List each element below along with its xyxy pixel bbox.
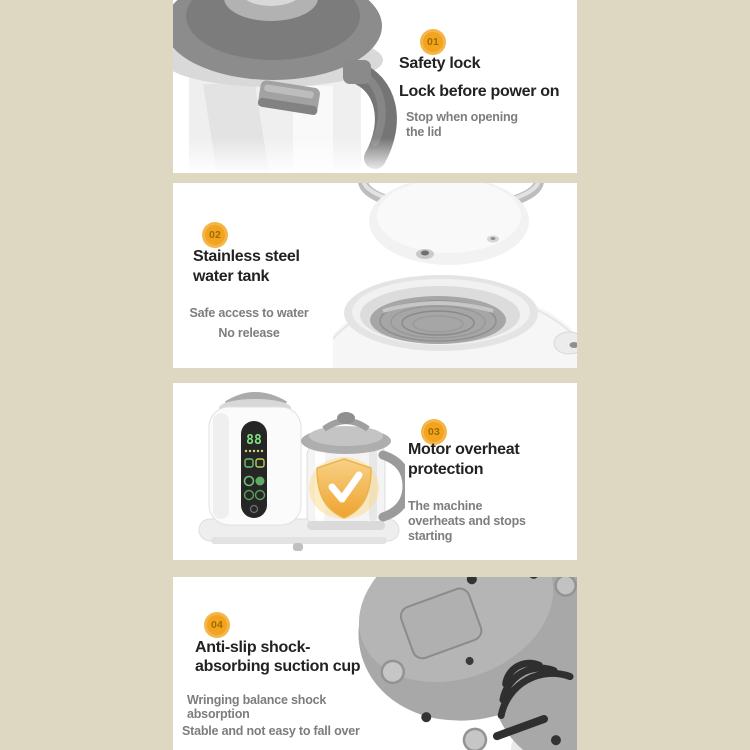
feature-title: Anti-slip shock- absorbing suction cup bbox=[195, 639, 361, 675]
feature-description: The machine overheats and stops starting bbox=[408, 499, 526, 543]
step-badge-04 bbox=[204, 612, 230, 638]
step-number: 03 bbox=[427, 426, 441, 438]
feature-card-safety-lock bbox=[173, 0, 577, 173]
feature-title: Motor overheat protection bbox=[408, 441, 520, 478]
step-number: 04 bbox=[210, 619, 224, 631]
photo-jar-lid-safety-lock bbox=[173, 0, 400, 173]
led-display: 88 bbox=[246, 433, 262, 448]
feature-description: Wringing balance shock absorption bbox=[187, 693, 327, 721]
photo-machine-shield bbox=[195, 391, 405, 553]
feature-card-water-tank bbox=[173, 183, 577, 368]
feature-title: Stainless steel water tank bbox=[193, 248, 300, 285]
feature-description-2: Stable and not easy to fall over bbox=[182, 724, 360, 738]
photo-water-tank bbox=[333, 183, 577, 368]
control-panel bbox=[241, 421, 267, 518]
feature-description: Safe access to water No release bbox=[189, 306, 309, 340]
feature-title-line1 bbox=[399, 54, 480, 74]
title-text: Safety lock bbox=[399, 55, 481, 72]
feature-card-overheat-protection bbox=[173, 383, 577, 560]
feature-title-line2 bbox=[399, 82, 559, 102]
feature-card-suction-cup bbox=[173, 577, 577, 750]
step-number: 02 bbox=[208, 229, 222, 241]
step-badge-02 bbox=[202, 222, 228, 248]
title-text: Lock before power on bbox=[399, 83, 560, 100]
step-number: 01 bbox=[426, 36, 440, 48]
step-badge-01 bbox=[420, 29, 446, 55]
feature-description: Stop when opening the lid bbox=[406, 110, 518, 139]
photo-machine-underside bbox=[348, 577, 577, 750]
